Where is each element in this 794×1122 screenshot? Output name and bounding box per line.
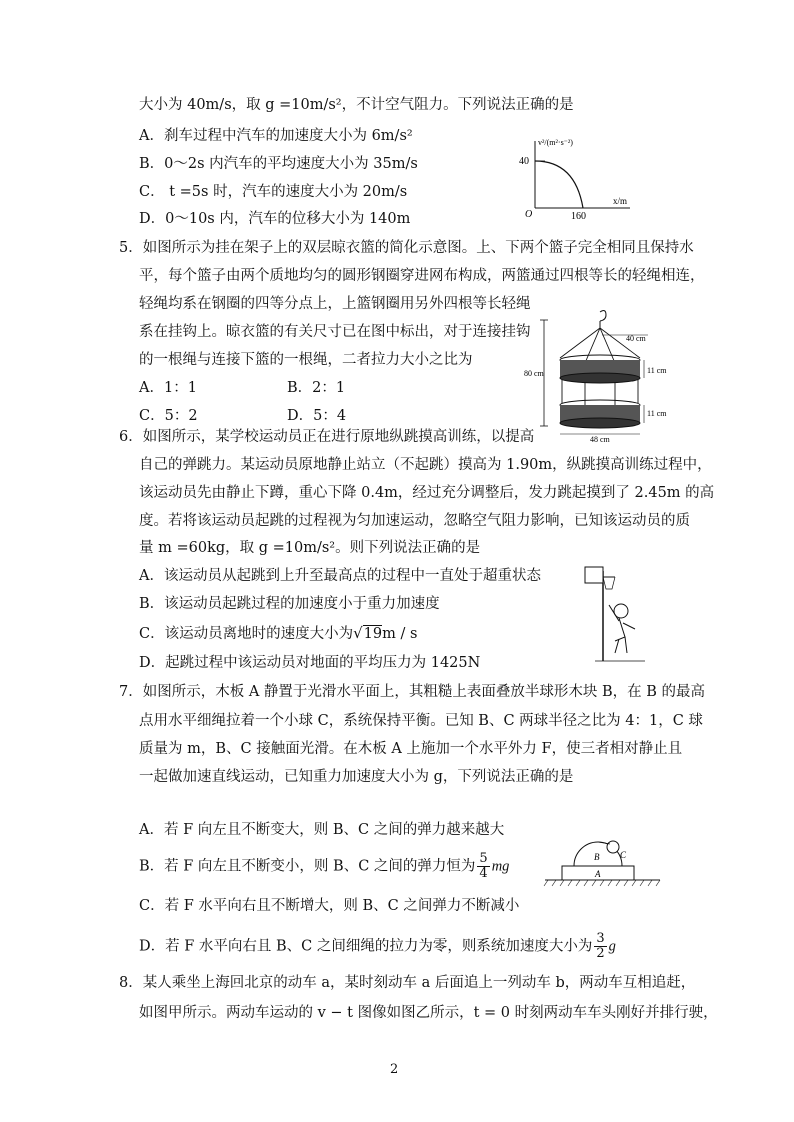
q5-dim-ring-upper: 11 cm [647,366,667,375]
q7-option-d-numerator: 3 [596,931,605,946]
q7-option-b-fraction [477,852,489,881]
q7-option-d-tail: g [608,938,616,955]
q6-option-c: C．该运动员离地时的速度大小为√19m / s [139,624,418,642]
q7-option-c: C．若 F 水平向右且不断增大，则 B、C 之间弹力不断减小 [139,898,520,914]
q4-option-b: B．0～2s 内汽车的平均速度大小为 35m/s [139,156,418,172]
page-number: 2 [390,1062,399,1077]
q6-jumper-figure [575,563,650,663]
q7-option-a: A．若 F 向左且不断变大，则 B、C 之间的弹力越来越大 [139,822,505,838]
q5-basket-diagram [524,308,670,444]
q6-option-b: B．该运动员起跳过程的加速度小于重力加速度 [139,596,440,612]
q4-option-a: A．刹车过程中汽车的加速度大小为 6m/s² [139,128,413,144]
q6-stem-line-3: 该运动员先由静止下蹲，重心下降 0.4m，经过充分调整后，发力跳起摸到了 2.45m 的高 [139,485,715,501]
q7-option-b-tail: mg [491,858,510,875]
q7-label-b: B [594,852,600,862]
q7-option-b-denominator: 4 [479,866,488,881]
q5-option-c: C．5：2 [139,408,198,424]
q7-option-b-text: B．若 F 向左且不断变小，则 B、C 之间的弹力恒为 [139,858,476,875]
q6-option-c-text: C．该运动员离地时的速度大小为 [139,626,354,642]
q6-option-c-unit: m / s [382,626,418,642]
q7-stem-line-2: 点用水平细绳拉着一个小球 C，系统保持平衡。已知 B、C 两球半径之比为 4：1，C 球 [139,713,703,729]
q7-option-d-fraction [594,932,606,961]
q8-stem-line-1: 8．某人乘坐上海回北京的动车 a，某时刻动车 a 后面追上一列动车 b，两动车互相追赶， [119,975,696,991]
q7-block-diagram [540,830,665,888]
q7-stem-line-1: 7．如图所示，木板 A 静置于光滑水平面上，其粗糙上表面叠放半球形木块 B，在 B 的最高 [119,684,706,700]
q4-graph-origin: O [525,209,533,220]
q4-graph-ylabel: v²/(m²·s⁻²) [538,138,573,147]
q7-option-b [139,852,509,881]
q5-dim-height: 80 cm [524,369,544,378]
q7-option-b-numerator: 5 [479,851,488,866]
q4-graph-ytick: 40 [519,156,529,167]
q5-option-d: D．5：4 [287,408,347,424]
q6-option-c-sqrt: 19 [363,626,383,642]
q5-stem-line-5: 的一根绳与连接下篮的一根绳，二者拉力大小之比为 [139,352,473,368]
q5-option-a: A．1：1 [139,380,197,396]
q6-stem-line-4: 度。若将该运动员起跳的过程视为匀加速运动，忽略空气阻力影响，已知该运动员的质 [139,513,690,529]
q8-stem-line-2: 如图甲所示。两动车运动的 v − t 图像如图乙所示，t = 0 时刻两动车车头刚好并排行驶， [139,1005,718,1021]
q6-option-d: D．起跳过程中该运动员对地面的平均压力为 1425N [139,655,481,671]
q6-stem-line-1: 6．如图所示，某学校运动员正在进行原地纵跳摸高训练，以提高 [119,429,535,445]
q7-option-d-text: D．若 F 水平向右且 B、C 之间细绳的拉力为零，则系统加速度大小为 [139,938,593,955]
q4-option-d: D．0～10s 内，汽车的位移大小为 140m [139,211,411,227]
q7-option-d-denominator: 2 [596,946,605,961]
q5-dim-ring-lower: 11 cm [647,409,667,418]
q7-label-c: C [620,850,627,860]
q5-dim-top: 40 cm [626,334,646,343]
q7-option-d [139,932,616,961]
q7-label-a: A [595,869,601,879]
q5-dim-width: 48 cm [590,435,610,444]
q4-graph-xlabel: x/m [613,196,628,206]
q4-option-c: C． t =5s 时，汽车的速度大小为 20m/s [139,184,408,200]
q4-v2-x-graph [505,133,635,223]
q6-stem-line-5: 量 m =60kg，取 g =10m/s²。则下列说法正确的是 [139,540,481,556]
q5-stem-line-4: 系在挂钩上。晾衣篮的有关尺寸已在图中标出，对于连接挂钩 [139,324,531,340]
q5-stem-line-1: 5．如图所示为挂在架子上的双层晾衣篮的简化示意图。上、下两个篮子完全相同且保持水 [119,240,694,256]
q5-stem-line-2: 平，每个篮子由两个质地均匀的圆形钢圈穿进网布构成，两篮通过四根等长的轻绳相连， [139,268,705,284]
q6-stem-line-2: 自己的弹跳力。某运动员原地静止站立（不起跳）摸高为 1.90m，纵跳摸高训练过程中， [139,457,712,473]
q4-graph-xtick: 160 [571,211,586,222]
q4-stem-line: 大小为 40m/s，取 g =10m/s²，不计空气阻力。下列说法正确的是 [139,97,574,113]
q7-stem-line-4: 一起做加速直线运动，已知重力加速度大小为 g，下列说法正确的是 [139,769,574,785]
q5-stem-line-3: 轻绳均系在钢圈的四等分点上，上篮钢圈用另外四根等长轻绳 [139,296,531,312]
q6-option-a: A．该运动员从起跳到上升至最高点的过程中一直处于超重状态 [139,568,541,584]
q7-stem-line-3: 质量为 m，B、C 接触面光滑。在木板 A 上施加一个水平外力 F，使三者相对静止且 [139,741,683,757]
q5-option-b: B．2：1 [287,380,346,396]
